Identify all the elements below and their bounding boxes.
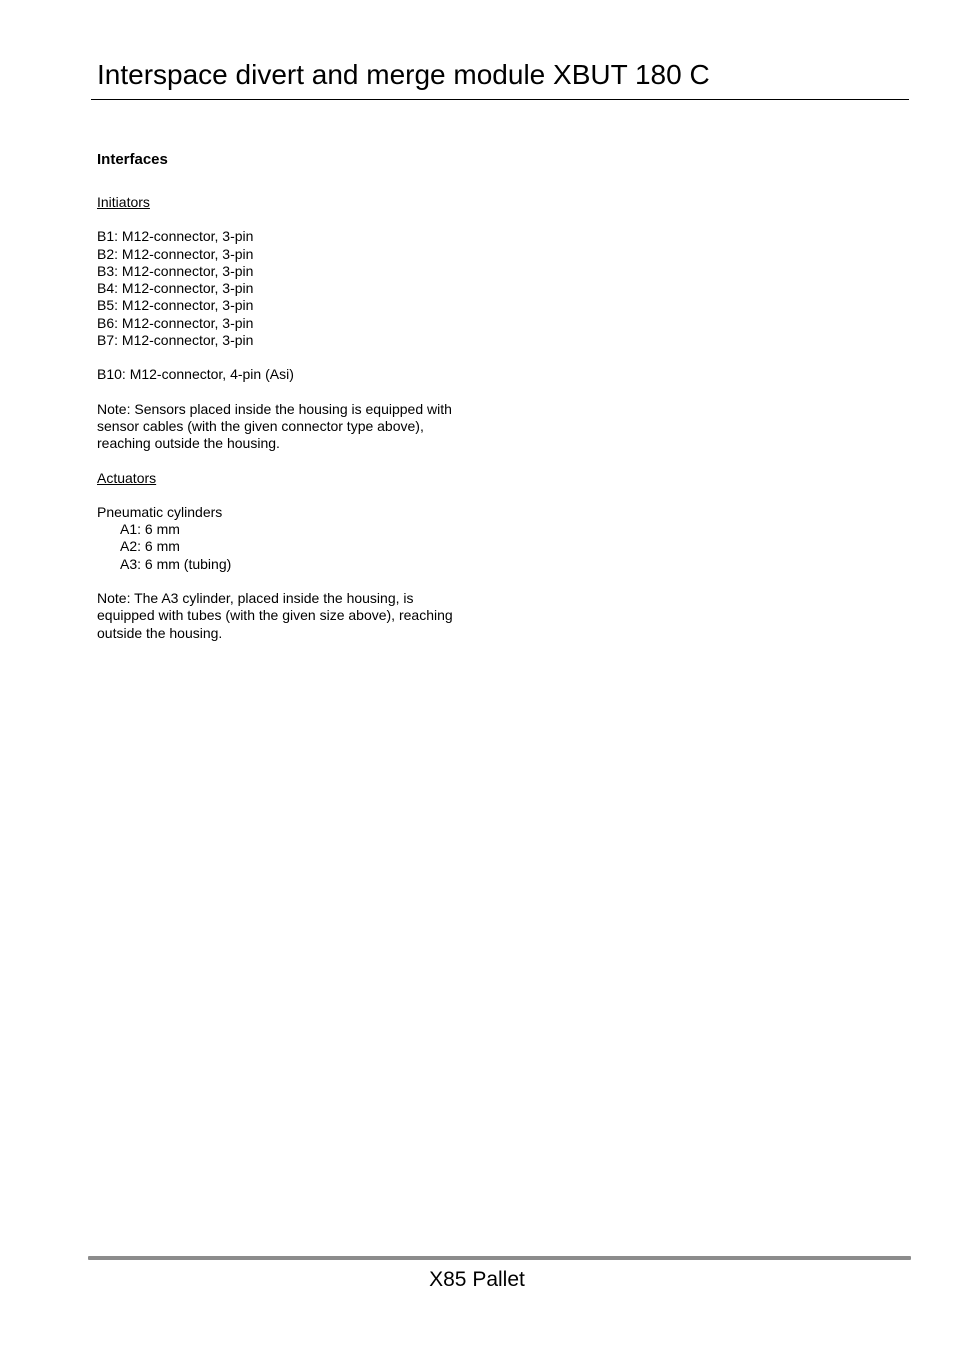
list-item: B4: M12-connector, 3-pin (97, 280, 254, 297)
actuator-list (97, 504, 497, 573)
page-title: Interspace divert and merge module XBUT 180 C (97, 59, 710, 90)
note-line: Note: Sensors placed inside the housing is equipped with (97, 400, 452, 417)
note-line: outside the housing. (97, 624, 223, 641)
initiator-list (97, 228, 497, 349)
subheading-actuators: Actuators (97, 469, 157, 486)
initiator-extra (97, 366, 497, 383)
list-item: B6: M12-connector, 3-pin (97, 314, 254, 331)
list-item: B3: M12-connector, 3-pin (97, 262, 254, 279)
actuator-group-label: Pneumatic cylinders (97, 503, 223, 520)
list-item: B7: M12-connector, 3-pin (97, 332, 254, 349)
note-line: sensor cables (with the given connector type above), (97, 417, 424, 434)
actuators-note (97, 590, 497, 642)
subheading-initiators: Initiators (97, 194, 150, 210)
list-item: A3: 6 mm (tubing) (120, 555, 232, 572)
section-heading-interfaces: Interfaces (97, 151, 168, 168)
list-item: A1: 6 mm (120, 521, 180, 538)
note-line: equipped with tubes (with the given size above), reaching (97, 607, 453, 624)
footer-label: X85 Pallet (429, 1268, 525, 1291)
list-item: A2: 6 mm (120, 538, 180, 555)
list-item: B2: M12-connector, 3-pin (97, 245, 254, 262)
list-item: B10: M12-connector, 4-pin (Asi) (97, 366, 294, 383)
list-item: B5: M12-connector, 3-pin (97, 297, 254, 314)
title-divider (91, 99, 909, 100)
note-line: reaching outside the housing. (97, 435, 280, 452)
note-line: Note: The A3 cylinder, placed inside the housing, is (97, 590, 414, 607)
initiators-note (97, 401, 497, 453)
document-body (97, 150, 497, 659)
list-item: B1: M12-connector, 3-pin (97, 228, 254, 245)
footer-divider (88, 1256, 911, 1260)
